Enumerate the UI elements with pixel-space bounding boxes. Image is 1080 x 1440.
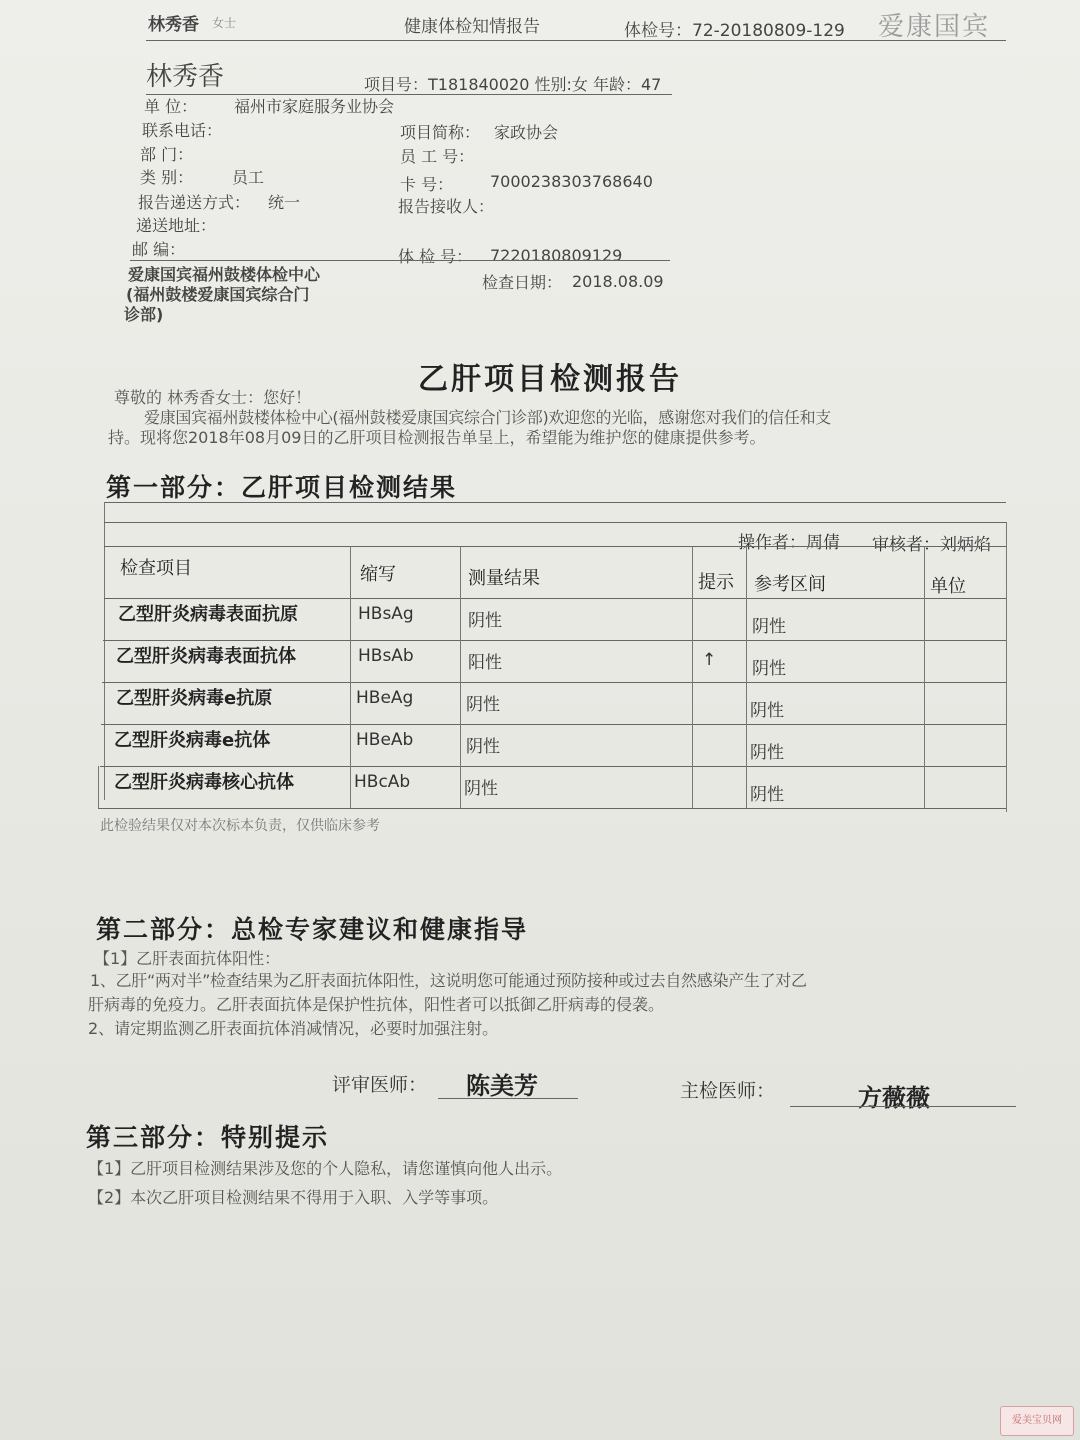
col-header-flag: 提示 — [698, 572, 734, 593]
delivery-value: 统一 — [268, 193, 301, 212]
card-value: 7000238303768640 — [490, 172, 653, 191]
card-label: 卡 号： — [400, 175, 454, 194]
header-report-type: 健康体检知情报告 — [404, 17, 540, 37]
exam-date-label: 检查日期： — [482, 273, 563, 292]
part2-line2: 肝病毒的免疫力。乙肝表面抗体是保护性抗体，阳性者可以抵御乙肝病毒的侵袭。 — [88, 995, 665, 1014]
row5-ref: 阴性 — [750, 785, 784, 805]
receiver-label: 报告接收人： — [398, 197, 495, 216]
col-header-ref: 参考区间 — [754, 574, 826, 595]
row2-flag: ↑ — [702, 650, 717, 670]
phone-label: 联系电话： — [142, 121, 223, 140]
patient-name: 林秀香 — [146, 62, 225, 92]
row1-result: 阴性 — [468, 611, 502, 631]
part3-item1: 【1】乙肝项目检测结果涉及您的个人隐私，请您谨慎向他人出示。 — [88, 1159, 563, 1178]
review-doctor-signature: 陈美芳 — [466, 1071, 538, 1100]
unit-value: 福州市家庭服务业协会 — [234, 97, 395, 116]
reviewer-label: 审核者：刘炳焰 — [872, 535, 991, 555]
center-name-line1: 爱康国宾福州鼓楼体检中心 — [128, 265, 321, 284]
row2-abbr: HBsAb — [358, 646, 414, 666]
review-doctor-label: 评审医师： — [332, 1074, 428, 1096]
exam-no-label: 体 检 号： — [398, 247, 473, 266]
part1-title: 第一部分：乙肝项目检测结果 — [106, 473, 458, 502]
col-header-abbr: 缩写 — [360, 564, 396, 585]
address-divider — [130, 260, 670, 261]
row2-ref: 阴性 — [752, 659, 786, 679]
header-divider — [146, 40, 1006, 41]
row5-abbr: HBcAb — [354, 772, 411, 792]
brand-logo-text: 爱康国宾 — [878, 12, 991, 42]
row3-abbr: HBeAg — [356, 688, 414, 708]
row2-item: 乙型肝炎病毒表面抗体 — [116, 646, 296, 667]
row4-result: 阴性 — [466, 737, 500, 757]
operator-label: 操作者：周倩 — [738, 533, 840, 553]
part2-title: 第二部分：总检专家建议和健康指导 — [96, 915, 529, 944]
chief-doctor-label: 主检医师： — [680, 1080, 776, 1102]
row2-result: 阳性 — [468, 653, 502, 673]
exam-date-value: 2018.08.09 — [572, 272, 664, 291]
employee-no-label: 员 工 号： — [400, 147, 475, 166]
part3-item2: 【2】本次乙肝项目检测结果不得用于入职、入学等事项。 — [88, 1188, 499, 1207]
chief-signature-line — [790, 1106, 1016, 1107]
exam-no-value: 7220180809129 — [490, 246, 623, 265]
col-header-item: 检查项目 — [120, 558, 192, 579]
address-label: 递送地址： — [136, 216, 217, 235]
part2-subtitle: 【1】乙肝表面抗体阳性： — [94, 949, 281, 968]
part2-line1: 1、乙肝“两对半”检查结果为乙肝表面抗体阳性，这说明您可能通过预防接种或过去自然感染产生了对乙 — [90, 971, 807, 990]
review-signature-line — [438, 1098, 578, 1099]
postcode-label: 邮 编： — [132, 240, 186, 259]
dept-label: 部 门： — [140, 145, 194, 164]
part3-title: 第三部分：特别提示 — [86, 1123, 330, 1152]
row4-abbr: HBeAb — [356, 730, 414, 750]
row5-item: 乙型肝炎病毒核心抗体 — [114, 772, 294, 793]
delivery-label: 报告递送方式： — [138, 193, 251, 212]
col-header-unit: 单位 — [930, 576, 966, 597]
row4-ref: 阴性 — [750, 743, 784, 763]
center-name-line3: 诊部) — [124, 305, 164, 324]
header-honorific: 女士 — [212, 16, 237, 30]
unit-label: 单 位： — [144, 97, 198, 116]
row3-result: 阴性 — [466, 695, 500, 715]
row3-item: 乙型肝炎病毒e抗原 — [116, 688, 273, 709]
category-label: 类 别： — [140, 168, 194, 187]
greeting: 尊敬的 林秀香女士：您好！ — [114, 388, 312, 407]
project-line: 项目号：T181840020 性别:女 年龄：47 — [364, 75, 662, 94]
row1-item: 乙型肝炎病毒表面抗原 — [118, 604, 298, 625]
disclaimer: 此检验结果仅对本次标本负责，仅供临床参考 — [100, 818, 380, 834]
row3-ref: 阴性 — [750, 701, 784, 721]
header-name: 林秀香 — [148, 15, 199, 35]
header-exam-no: 体检号：72-20180809-129 — [624, 21, 845, 41]
project-short-label: 项目简称： — [400, 123, 481, 142]
part2-line3: 2、请定期监测乙肝表面抗体消减情况，必要时加强注射。 — [88, 1019, 499, 1038]
intro-line2: 持。现将您2018年08月09日的乙肝项目检测报告单呈上，希望能为维护您的健康提供参考。 — [108, 428, 766, 447]
project-short-value: 家政协会 — [494, 123, 559, 142]
chief-doctor-signature: 方薇薇 — [858, 1083, 930, 1112]
site-watermark: 爱美宝贝网 — [1000, 1406, 1074, 1436]
col-header-result: 测量结果 — [468, 568, 540, 589]
intro-line1: 爱康国宾福州鼓楼体检中心(福州鼓楼爱康国宾综合门诊部)欢迎您的光临，感谢您对我们的信任和支 — [144, 408, 831, 427]
category-value: 员工 — [232, 168, 265, 187]
row4-item: 乙型肝炎病毒e抗体 — [114, 730, 271, 751]
row1-abbr: HBsAg — [358, 604, 414, 624]
row1-ref: 阴性 — [752, 617, 786, 637]
row5-result: 阴性 — [464, 779, 498, 799]
patient-divider — [146, 94, 672, 95]
report-title: 乙肝项目检测报告 — [418, 362, 682, 397]
center-name-line2: (福州鼓楼爱康国宾综合门 — [126, 285, 310, 304]
